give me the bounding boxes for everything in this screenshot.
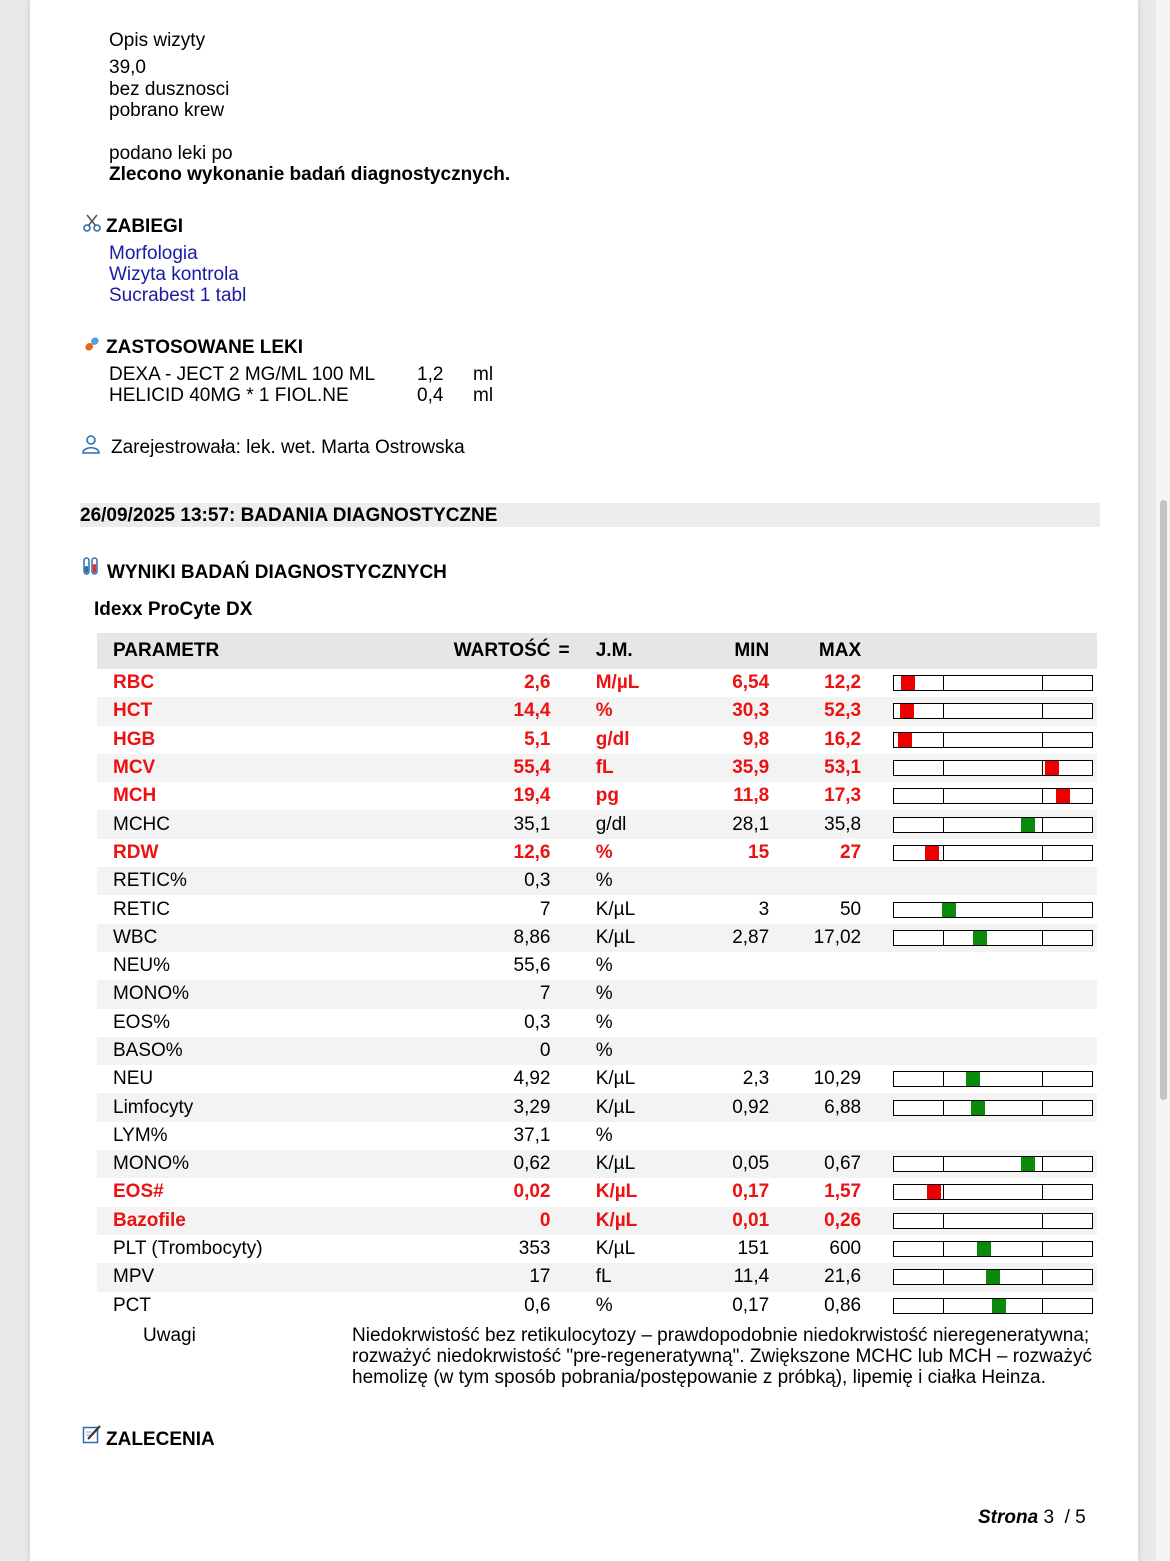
param-eq [550, 867, 577, 895]
visit-ordered: Zlecono wykonanie badań diagnostycznych. [109, 164, 511, 185]
param-value: 12,6 [513, 841, 551, 863]
param-max: 17,02 [769, 924, 861, 952]
param-value: 4,92 [513, 1068, 551, 1090]
range-divider [1042, 1242, 1043, 1256]
param-unit: K/µL [595, 1068, 636, 1090]
param-name: NEU [113, 1068, 154, 1090]
param-value: 0,6 [524, 1294, 551, 1316]
param-name: MCHC [97, 810, 433, 838]
param-min [674, 980, 769, 1008]
range-marker [1021, 818, 1035, 832]
param-max: 21,6 [769, 1263, 861, 1291]
param-name: Bazofile [97, 1207, 433, 1235]
param-max [769, 1122, 861, 1150]
range-cell [861, 726, 1097, 754]
range-bar [893, 1184, 1093, 1200]
param-name: PCT [113, 1294, 151, 1316]
range-divider [1042, 1072, 1043, 1086]
param-unit: K/µL [595, 1238, 636, 1260]
range-marker [925, 846, 939, 860]
range-cell [861, 952, 1097, 980]
col-eq: = [550, 633, 577, 669]
param-unit: K/µL [578, 924, 674, 952]
param-eq [550, 810, 577, 838]
col-min: MIN [674, 633, 769, 669]
diagnostics-header-bar [80, 503, 1100, 527]
param-max: 12,2 [824, 672, 862, 694]
param-name: MCV [97, 754, 433, 782]
range-cell [861, 1207, 1097, 1235]
param-min: 2,87 [674, 924, 769, 952]
range-bar [893, 817, 1093, 833]
range-marker [973, 931, 987, 945]
param-eq [550, 1263, 577, 1291]
result-row [97, 924, 1097, 952]
range-marker [971, 1101, 985, 1115]
range-cell [861, 1178, 1097, 1206]
page-current: 3 [1043, 1507, 1055, 1528]
range-cell [861, 1263, 1097, 1291]
result-row [97, 1122, 1097, 1150]
range-marker [898, 733, 912, 747]
param-unit: M/µL [595, 672, 640, 694]
range-cell [861, 1150, 1097, 1178]
param-eq [550, 669, 577, 697]
range-divider [1042, 1270, 1043, 1284]
param-eq [550, 1178, 577, 1206]
range-cell [861, 895, 1097, 923]
range-bar [893, 902, 1093, 918]
range-divider [943, 789, 944, 803]
diagnostics-header: 26/09/2025 13:57: BADANIA DIAGNOSTYCZNE [80, 505, 498, 526]
page-indicator [978, 1507, 1086, 1528]
param-eq [550, 1037, 577, 1065]
range-bar [893, 1156, 1093, 1172]
visit-line: pobrano krew [109, 100, 225, 121]
range-bar [893, 732, 1093, 748]
param-unit: K/µL [578, 1150, 674, 1178]
range-cell [861, 669, 1097, 697]
range-marker [901, 676, 915, 690]
param-min [674, 867, 769, 895]
param-min: 0,05 [674, 1150, 769, 1178]
range-divider [943, 1270, 944, 1284]
param-name: RETIC% [97, 867, 433, 895]
param-value: 0,02 [513, 1181, 551, 1203]
param-min: 28,1 [674, 810, 769, 838]
range-cell [861, 697, 1097, 725]
param-value: 0,3 [524, 1011, 551, 1033]
range-divider [943, 704, 944, 718]
result-row [97, 726, 1097, 754]
param-unit: K/µL [578, 1093, 674, 1121]
drug-unit: ml [473, 364, 494, 385]
param-eq [550, 1292, 577, 1320]
range-bar [893, 788, 1093, 804]
range-cell [861, 1009, 1097, 1037]
range-divider [1042, 1185, 1043, 1199]
range-bar [893, 1241, 1093, 1257]
scroll-thumb[interactable] [1160, 500, 1167, 1100]
range-cell [861, 924, 1097, 952]
procedure-link[interactable]: Wizyta kontrola [109, 264, 239, 285]
range-cell [861, 1292, 1097, 1320]
range-cell [861, 810, 1097, 838]
range-divider [943, 818, 944, 832]
param-min: 0,17 [732, 1294, 770, 1316]
result-row [97, 1235, 1097, 1263]
range-divider [943, 1157, 944, 1171]
param-name: EOS# [113, 1181, 164, 1203]
result-row [97, 1178, 1097, 1206]
test-tubes-icon [81, 556, 101, 576]
param-min: 6,54 [732, 672, 770, 694]
range-divider [943, 1214, 944, 1228]
param-max: 16,2 [824, 728, 862, 750]
param-min: 0,01 [674, 1207, 769, 1235]
range-divider [1042, 1299, 1043, 1313]
range-divider [943, 1101, 944, 1115]
range-divider [1042, 1214, 1043, 1228]
result-row [97, 1150, 1097, 1178]
param-name: RETIC [113, 898, 170, 920]
param-max [769, 952, 861, 980]
registered-by: Zarejestrowała: lek. wet. Marta Ostrowska [111, 437, 465, 458]
range-bar [893, 930, 1093, 946]
range-divider [943, 846, 944, 860]
range-bar [893, 1071, 1093, 1087]
result-row [97, 1037, 1097, 1065]
param-min [674, 952, 769, 980]
results-title: WYNIKI BADAŃ DIAGNOSTYCZNYCH [107, 562, 447, 583]
param-value: 7 [539, 898, 551, 920]
param-name: PLT (Trombocyty) [113, 1238, 263, 1260]
drugs-title: ZASTOSOWANE LEKI [106, 337, 304, 358]
pill-icon [82, 334, 102, 354]
range-marker [986, 1270, 1000, 1284]
param-min: 35,9 [674, 754, 769, 782]
param-value: 0,62 [433, 1150, 550, 1178]
result-row [97, 952, 1097, 980]
range-divider [1042, 789, 1043, 803]
result-row [97, 1093, 1097, 1121]
range-divider [943, 1185, 944, 1199]
range-cell [861, 1065, 1097, 1093]
range-cell [861, 867, 1097, 895]
range-marker [1045, 761, 1059, 775]
result-row [97, 782, 1097, 810]
param-unit: % [595, 841, 613, 863]
col-param: PARAMETR [97, 633, 433, 669]
range-divider [1042, 1157, 1043, 1171]
col-value: WARTOŚĆ [433, 633, 550, 669]
range-divider [943, 733, 944, 747]
param-max: 35,8 [769, 810, 861, 838]
param-name: MONO% [97, 1150, 433, 1178]
param-max [769, 1009, 861, 1037]
param-name: RDW [113, 841, 159, 863]
result-row [97, 1009, 1097, 1037]
param-unit: fL [578, 1263, 674, 1291]
user-icon [81, 434, 101, 454]
device-name: Idexx ProCyte DX [94, 599, 253, 620]
param-name: RBC [113, 672, 155, 694]
result-row [97, 867, 1097, 895]
param-eq [550, 1009, 577, 1037]
param-name: WBC [97, 924, 433, 952]
param-max: 10,29 [813, 1068, 862, 1090]
drug-name: HELICID 40MG * 1 FIOL.NE [109, 385, 349, 406]
param-name: LYM% [113, 1124, 168, 1146]
range-bar [893, 675, 1093, 691]
param-min: 11,4 [674, 1263, 769, 1291]
param-unit: fL [578, 754, 674, 782]
pencil-note-icon [82, 1424, 102, 1444]
param-unit: g/dl [578, 810, 674, 838]
param-value: 55,6 [513, 955, 551, 977]
range-divider [1042, 846, 1043, 860]
param-name: MONO% [97, 980, 433, 1008]
param-unit: K/µL [578, 1207, 674, 1235]
result-row [97, 754, 1097, 782]
param-value: 14,4 [433, 697, 550, 725]
range-divider [1042, 1101, 1043, 1115]
param-max: 6,88 [769, 1093, 861, 1121]
param-unit: % [595, 1294, 613, 1316]
param-eq [550, 924, 577, 952]
range-cell [861, 980, 1097, 1008]
param-max: 53,1 [769, 754, 861, 782]
visit-description-label: Opis wizyty [109, 30, 206, 51]
range-marker [942, 903, 956, 917]
range-bar [893, 703, 1093, 719]
param-value: 3,29 [433, 1093, 550, 1121]
param-min: 15 [748, 841, 770, 863]
result-row [97, 810, 1097, 838]
range-divider [943, 1242, 944, 1256]
param-unit: % [595, 1124, 613, 1146]
param-value: 2,6 [524, 672, 551, 694]
notes-label: Uwagi [143, 1325, 196, 1346]
result-row [97, 895, 1097, 923]
range-cell [861, 839, 1097, 867]
param-value: 0,3 [433, 867, 550, 895]
param-value: 37,1 [513, 1124, 551, 1146]
range-marker [900, 704, 914, 718]
param-unit: % [578, 1037, 674, 1065]
param-unit: K/µL [595, 1181, 638, 1203]
drug-qty: 0,4 [417, 385, 444, 406]
notes-text: Niedokrwistość bez retikulocytozy – prawdopodobnie niedokrwistość nieregeneratywna; rozważyć niedokrwistość "pre-regeneratywną". Zwiększone MCHC lub MCH – rozważyć hemolizę (w tym sposób pobrania/postępowanie z próbką), lipemię i ciałka Heinza. [352, 1325, 1092, 1388]
param-unit: % [578, 980, 674, 1008]
param-eq [550, 1207, 577, 1235]
param-eq [550, 1235, 577, 1263]
param-min [674, 1122, 769, 1150]
result-row [97, 1207, 1097, 1235]
result-row [97, 980, 1097, 1008]
param-unit: pg [595, 785, 619, 807]
param-max: 17,3 [824, 785, 862, 807]
range-marker [1056, 789, 1070, 803]
param-value: 7 [433, 980, 550, 1008]
range-marker [927, 1185, 941, 1199]
param-value: 35,1 [433, 810, 550, 838]
range-divider [1042, 704, 1043, 718]
range-bar [893, 1100, 1093, 1116]
param-value: 8,86 [433, 924, 550, 952]
param-eq [550, 952, 577, 980]
param-min: 0,92 [674, 1093, 769, 1121]
param-value: 5,1 [524, 728, 551, 750]
range-divider [1042, 761, 1043, 775]
page-total: / 5 [1064, 1507, 1086, 1528]
param-max: 1,57 [824, 1181, 862, 1203]
range-bar [893, 845, 1093, 861]
param-eq [550, 697, 577, 725]
param-max: 0,86 [824, 1294, 862, 1316]
range-divider [1042, 676, 1043, 690]
param-min [674, 1009, 769, 1037]
param-name: BASO% [97, 1037, 433, 1065]
param-eq [550, 726, 577, 754]
param-max [769, 867, 861, 895]
param-value: 55,4 [433, 754, 550, 782]
range-bar [893, 1213, 1093, 1229]
col-range-bar [861, 633, 1097, 669]
range-marker [1021, 1157, 1035, 1171]
param-max: 52,3 [769, 697, 861, 725]
param-eq [550, 895, 577, 923]
param-value: 353 [518, 1238, 551, 1260]
visit-meds-line: podano leki po [109, 143, 233, 164]
param-eq [550, 754, 577, 782]
result-row [97, 839, 1097, 867]
param-min: 30,3 [674, 697, 769, 725]
visit-line: 39,0 [109, 57, 146, 78]
range-divider [1042, 733, 1043, 747]
param-eq [550, 1150, 577, 1178]
range-cell [861, 1093, 1097, 1121]
param-name: NEU% [113, 955, 171, 977]
param-name: MCH [113, 785, 157, 807]
visit-line: bez dusznosci [109, 79, 230, 100]
range-divider [943, 931, 944, 945]
param-unit: % [595, 1011, 613, 1033]
param-min [674, 1037, 769, 1065]
param-value: 19,4 [513, 785, 551, 807]
range-cell [861, 782, 1097, 810]
result-row [97, 669, 1097, 697]
drug-unit: ml [473, 385, 494, 406]
param-name: EOS% [113, 1011, 171, 1033]
results-table [97, 633, 1097, 1320]
param-value: 0 [433, 1207, 550, 1235]
param-unit: % [578, 867, 674, 895]
param-max: 27 [839, 841, 862, 863]
range-marker [966, 1072, 980, 1086]
param-min: 9,8 [742, 728, 770, 750]
param-eq [550, 782, 577, 810]
param-eq [550, 980, 577, 1008]
param-unit: % [595, 955, 613, 977]
param-unit: K/µL [595, 898, 636, 920]
param-min: 11,8 [733, 785, 770, 807]
range-divider [943, 1072, 944, 1086]
param-max [769, 980, 861, 1008]
result-row [97, 697, 1097, 725]
param-unit: % [578, 697, 674, 725]
range-divider [1042, 903, 1043, 917]
range-divider [943, 1299, 944, 1313]
procedures-title: ZABIEGI [106, 216, 184, 237]
col-max: MAX [769, 633, 861, 669]
result-row [97, 1292, 1097, 1320]
param-name: HCT [97, 697, 433, 725]
param-max: 50 [839, 898, 862, 920]
param-unit: g/dl [595, 728, 630, 750]
param-max [769, 1037, 861, 1065]
param-eq [550, 1065, 577, 1093]
col-unit: J.M. [578, 633, 674, 669]
param-name: MPV [97, 1263, 433, 1291]
range-cell [861, 1122, 1097, 1150]
scrollbar[interactable] [1156, 0, 1170, 1561]
range-bar [893, 1269, 1093, 1285]
range-cell [861, 1037, 1097, 1065]
range-bar [893, 1298, 1093, 1314]
scissors-icon [82, 213, 102, 233]
param-value: 0 [433, 1037, 550, 1065]
param-name: Limfocyty [97, 1093, 433, 1121]
range-divider [1042, 931, 1043, 945]
param-max: 0,26 [769, 1207, 861, 1235]
param-min: 0,17 [732, 1181, 770, 1203]
page-label: Strona [978, 1507, 1039, 1528]
results-header-row [97, 633, 1097, 669]
range-marker [977, 1242, 991, 1256]
range-divider [943, 676, 944, 690]
range-marker [992, 1299, 1006, 1313]
param-max: 0,67 [769, 1150, 861, 1178]
range-divider [1042, 818, 1043, 832]
param-max: 600 [829, 1238, 862, 1260]
procedure-link[interactable]: Morfologia [109, 243, 198, 264]
range-cell [861, 1235, 1097, 1263]
range-cell [861, 754, 1097, 782]
recommendations-title: ZALECENIA [106, 1429, 215, 1450]
param-name: HGB [113, 728, 156, 750]
param-min: 2,3 [742, 1068, 770, 1090]
drug-qty: 1,2 [417, 364, 444, 385]
param-value: 17 [433, 1263, 550, 1291]
procedure-link[interactable]: Sucrabest 1 tabl [109, 285, 247, 306]
range-divider [943, 761, 944, 775]
param-eq [550, 839, 577, 867]
param-min: 151 [737, 1238, 770, 1260]
result-row [97, 1263, 1097, 1291]
result-row [97, 1065, 1097, 1093]
param-min: 3 [758, 898, 770, 920]
param-eq [550, 1122, 577, 1150]
range-bar [893, 760, 1093, 776]
param-eq [550, 1093, 577, 1121]
document-page [30, 0, 1138, 1561]
drug-name: DEXA - JECT 2 MG/ML 100 ML [109, 364, 376, 385]
